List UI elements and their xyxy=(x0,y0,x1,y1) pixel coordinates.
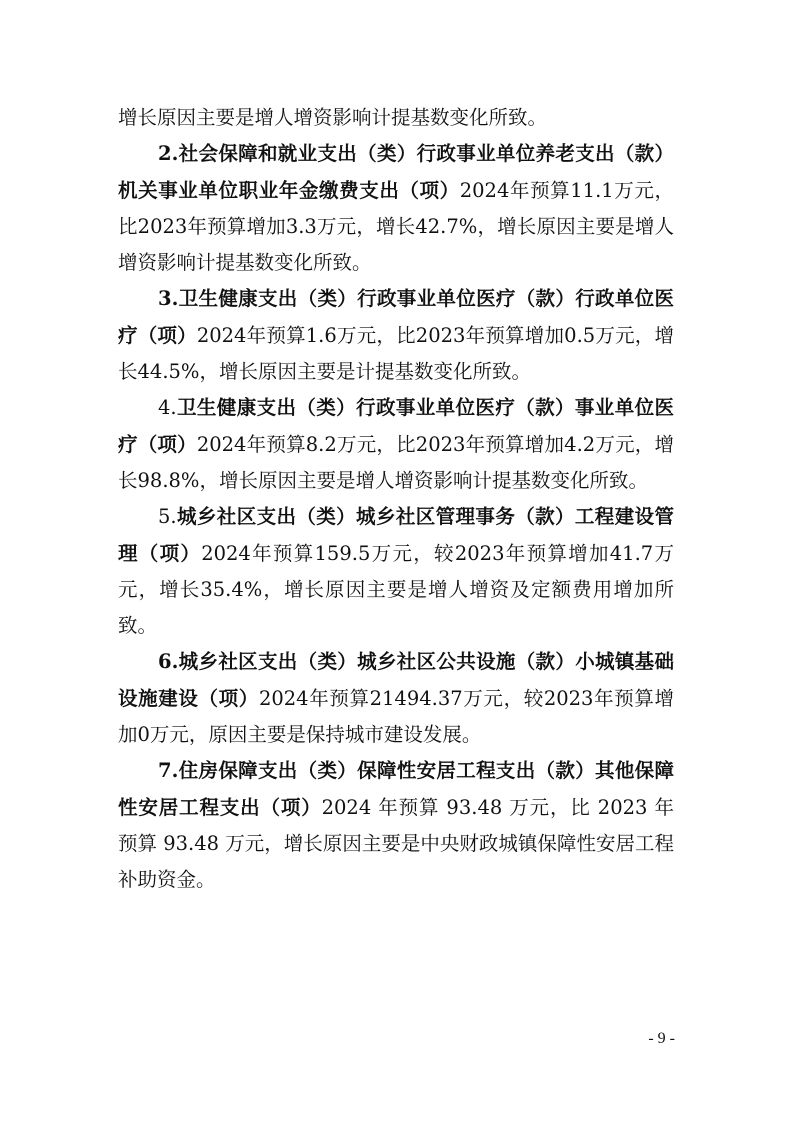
paragraph-text: 2024年预算1.6万元，比2023年预算增加0.5万元，增长44.5%，增长原因主要是计提基数变化所致。 xyxy=(118,323,674,384)
paragraph-heading: 卫生健康支出（类）行政事业单位医疗（款）事业单位医疗（项） xyxy=(118,396,674,456)
paragraph-heading: 6.城乡社区支出（类）城乡社区公共设施（款）小城镇基础设施建设（项） xyxy=(118,650,674,710)
paragraph-item-2 xyxy=(118,136,674,281)
paragraph-item-6 xyxy=(118,644,674,753)
paragraph-text: 增长原因主要是增人增资影响计提基数变化所致。 xyxy=(118,106,548,129)
paragraph-number: 4. xyxy=(158,396,177,420)
paragraph-heading: 3.卫生健康支出（类）行政事业单位医疗（款）行政单位医疗（项） xyxy=(118,287,674,347)
paragraph-item-5 xyxy=(118,499,674,644)
paragraph-text: 2024年预算8.2万元，比2023年预算增加4.2万元，增长98.8%，增长原因主要是增人增资影响计提基数变化所致。 xyxy=(118,432,674,492)
paragraph-text: 2024年预算21494.37万元，较2023年预算增加0万元，原因主要是保持城市建设发展。 xyxy=(118,686,674,747)
paragraph-item-4 xyxy=(118,390,674,499)
paragraph-number: 5. xyxy=(158,505,177,529)
paragraph-text: 2024年预算159.5万元，较2023年预算增加41.7万元，增长35.4%，增长原因主要是增人增资及定额费用增加所致。 xyxy=(118,541,674,638)
page-number: - 9 - xyxy=(648,1030,675,1047)
paragraph-heading: 7.住房保障支出（类）保障性安居工程支出（款）其他保障性安居工程支出（项） xyxy=(118,759,674,819)
paragraph-text: 2024年预算11.1万元，比2023年预算增加3.3万元，增长42.7%，增长原因主要是增人增资影响计提基数变化所致。 xyxy=(118,178,674,275)
paragraph-item-7 xyxy=(118,753,674,898)
document-body xyxy=(118,100,674,899)
paragraph-heading: 2.社会保障和就业支出（类）行政事业单位养老支出（款）机关事业单位职业年金缴费支出（项） xyxy=(118,142,674,202)
paragraph-continuation xyxy=(118,100,674,136)
paragraph-text: 2024 年预算 93.48 万元，比 2023 年预算 93.48 万元，增长原因主要是中央财政城镇保障性安居工程补助资金。 xyxy=(118,795,674,892)
paragraph-heading: 城乡社区支出（类）城乡社区管理事务（款）工程建设管理（项） xyxy=(118,505,674,565)
paragraph-item-3 xyxy=(118,281,674,390)
